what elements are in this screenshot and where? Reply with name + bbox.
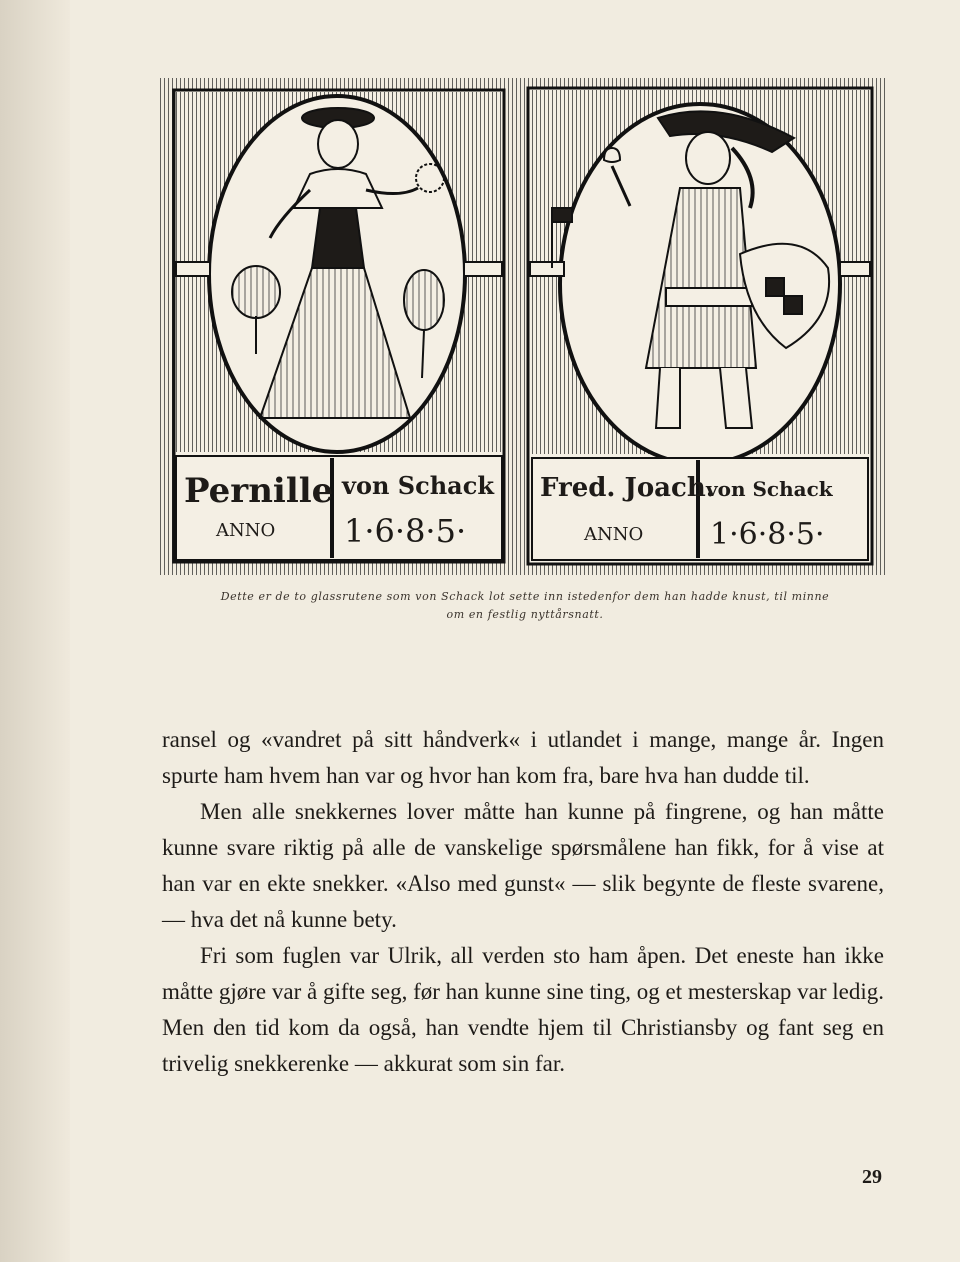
- glass-panes-illustration: [160, 78, 887, 575]
- left-surname-label: von Schack: [342, 471, 494, 500]
- right-anno-label: ANNO: [584, 524, 644, 545]
- page-gutter-shade: [0, 0, 70, 1262]
- right-glass-pane: [528, 88, 872, 564]
- paragraph-2: Men alle snekkernes lover måtte han kunne på fingrene, og han måtte kunne svare riktig på alle de vanskelige spørsmålene han fikk, for å vise at han var en ekte snekker. «Also med gunst« — slik begynte de fleste svarene, — hva det nå kunne bety.: [162, 799, 884, 932]
- left-anno-label: ANNO: [216, 520, 276, 541]
- paragraph-1: ransel og «vandret på sitt håndverk« i utlandet i mange, mange år. Ingen spurte ham hvem han var og hvor han kom fra, bare hva han dudde til.: [162, 727, 884, 788]
- left-name-label: Pernille: [184, 471, 334, 511]
- caption-line-2: om en festlig nyttårsnatt.: [446, 608, 604, 621]
- right-year-label: 1·6·8·5·: [710, 517, 825, 552]
- left-glass-pane: [174, 90, 504, 562]
- page-number: 29: [862, 1166, 882, 1188]
- illustration-caption: [150, 588, 900, 624]
- paragraph-3: Fri som fuglen var Ulrik, all verden sto ham åpen. Det eneste han ikke måtte gjøre var å gifte seg, før han kunne sine ting, og et mesterskap var ledig. Men den tid kom da også, han vendte hjem til Christiansby og fant seg en trivelig snekkerenke — akkurat som sin far.: [162, 943, 884, 1076]
- caption-line-1: Dette er de to glassrutene som von Schack lot sette inn istedenfor dem han hadde knust, til minne: [220, 590, 830, 603]
- body-text: [162, 722, 884, 1082]
- right-name-label: Fred. Joach.: [540, 473, 715, 503]
- left-year-label: 1·6·8·5·: [344, 512, 467, 550]
- right-surname-label: von Schack: [706, 477, 833, 501]
